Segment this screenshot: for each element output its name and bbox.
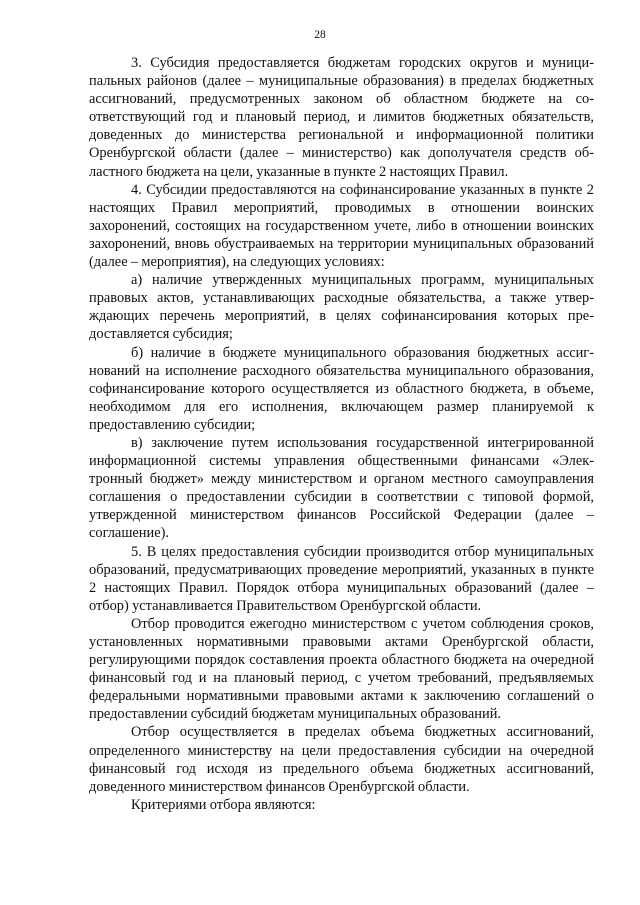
paragraph-selection-criteria: Критериями отбора являются: [131,796,316,813]
paragraph-5-selection: 5. В целях предоставления субсидии производится отбор муниципальных образований, предусматривающих проведение мероприятий, указанных в пункте 2 настоящих Правил. Порядок отбора муниципальных образований (далее – отбор) устанавливается Правительством Оренбургской области. [89,543,594,614]
condition-c-agreement: в) заключение путем использования государственной интегрированной информационной системы управления общественными финансами «Электронный бюджет» между министерством и органом местного самоуправления соглашения о предоставлении субсидии в соответствии с типовой формой, утвержденной министерством финансов Российской Федерации (далее – соглашение). [89,434,594,542]
paragraph-4-subsidy-conditions: 4. Субсидии предоставляются на софинансирование указанных в пункте 2 настоящих Правил мероприятий, проводимых в отношении воинских захоронений, состоящих на государственном учете, либо в отношении воинских захоронений, вновь обустраиваемых на территории муниципальных образований (далее – мероприятия), на следующих условиях: [89,181,594,271]
paragraph-selection-timing: Отбор проводится ежегодно министерством с учетом соблюдения сроков, установленных нормативными правовыми актами Оренбургской области, регулирующими порядок составления проекта областного бюджета на очередной финансовый год и на плановый период, с учетом требований, предъявляемых федеральными нормативными правовыми актами к заключению соглашений о предоставлении субсидий бюджетам муниципальных образований. [89,615,594,723]
paragraph-selection-limits: Отбор осуществляется в пределах объема бюджетных ассигнований, определенного министерству на цели предоставления субсидии на очередной финансовый год исходя из предельного объема бюджетных ассигнований, доведенного министерством финансов Оренбургской области. [89,724,594,795]
document-body [89,54,594,814]
page-number: 28 [314,29,326,41]
condition-b-budget-allocations: б) наличие в бюджете муниципального образования бюджетных ассигнований на исполнение расходного обязательства муниципального образования, софинансирование которого осуществляется из областного бюджета, в объеме, необходимом для его исполнения, включающем размер планируемой к предоставлению субсидии; [89,344,594,433]
condition-a-municipal-programs: а) наличие утвержденных муниципальных программ, муниципальных правовых актов, устанавливающих расходные обязательства, а также утверждающих перечень мероприятий, в целях софинансирования которых предоставляется субсидия; [89,272,594,343]
paragraph-3-subsidy-provision: 3. Субсидия предоставляется бюджетам городских округов и муниципальных районов (далее – муниципальные образования) в пределах бюджетных ассигнований, предусмотренных законом об областном бюджете на соответствующий год и плановый период, и лимитов бюджетных обязательств, доведенных до министерства региональной и информационной политики Оренбургской области (далее – министерство) как дополучателя средств областного бюджета на цели, указанные в пункте 2 настоящих Правил. [89,55,594,180]
